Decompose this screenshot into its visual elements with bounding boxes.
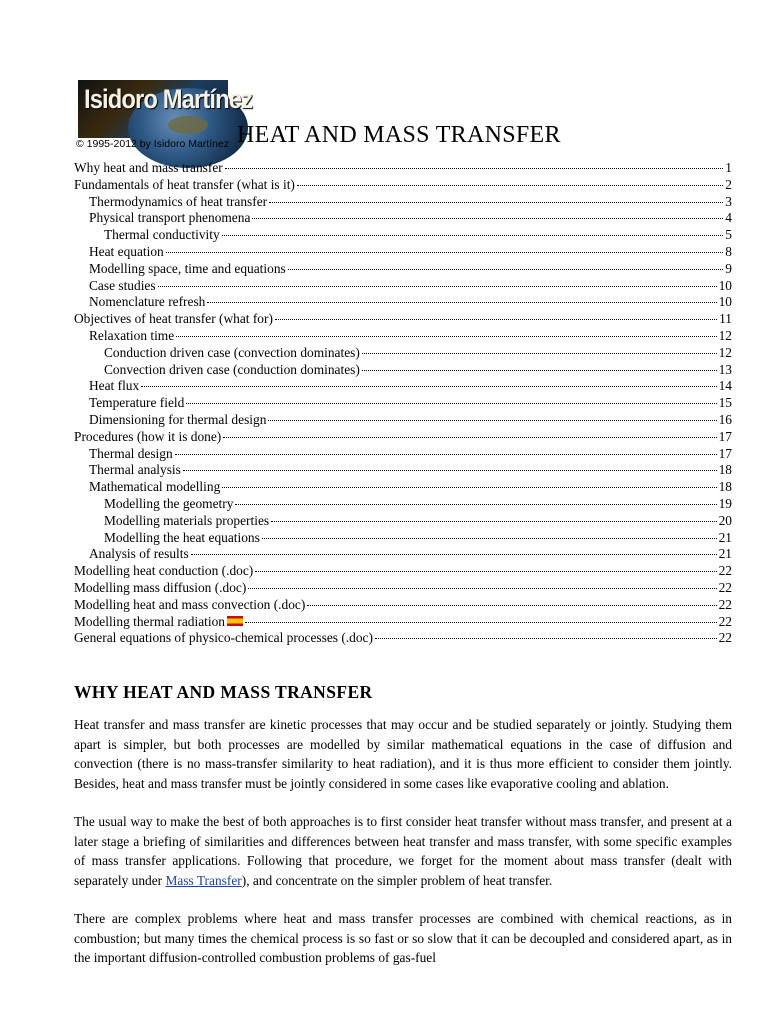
toc-entry[interactable] [74, 244, 732, 261]
toc-entry[interactable] [74, 496, 732, 513]
toc-entry-page: 22 [718, 613, 732, 629]
toc-entry-title[interactable]: Heat equation [89, 243, 164, 259]
toc-entry[interactable] [74, 563, 732, 580]
toc-entry[interactable] [74, 378, 732, 395]
toc-entry-title[interactable]: Modelling heat and mass convection (.doc) [74, 596, 306, 612]
toc-entry[interactable] [74, 345, 732, 362]
toc-entry[interactable] [74, 614, 732, 631]
toc-dot-leader [223, 436, 716, 438]
toc-dot-leader [268, 419, 716, 421]
toc-entry-page: 21 [718, 529, 732, 545]
toc-dot-leader [222, 234, 724, 236]
logo-name: Isidoro Martínez [84, 84, 253, 114]
paragraph-2 [74, 812, 732, 890]
toc-dot-leader [297, 184, 723, 186]
toc-dot-leader [175, 453, 717, 455]
toc-entry-page: 1 [725, 160, 732, 175]
toc-entry[interactable] [74, 513, 732, 530]
toc-entry-page: 9 [725, 260, 732, 276]
toc-dot-leader [307, 604, 716, 606]
spanish-flag-icon[interactable] [227, 616, 243, 626]
paragraph-1: Heat transfer and mass transfer are kinetic processes that may occur and be studied separately or jointly. Studying them apart is simpler, but both processes are modelled by similar mathematical equations in the case of diffusion and convection (there is no mass-transfer similarity to heat radiation), and it is thus more efficient to consider them jointly. Besides, heat and mass transfer must be jointly considered in some cases like evaporative cooling and ablation. [74, 717, 732, 791]
toc-dot-leader [176, 335, 716, 337]
toc-entry-title[interactable]: Modelling heat conduction (.doc) [74, 563, 254, 579]
toc-dot-leader [255, 570, 716, 572]
toc-entry-page: 21 [718, 546, 732, 562]
toc-dot-leader [362, 352, 717, 354]
toc-entry-page: 20 [718, 512, 732, 528]
toc-entry[interactable] [74, 580, 732, 597]
toc-dot-leader [166, 251, 724, 253]
toc-entry-title[interactable]: General equations of physico-chemical processes (.doc) [74, 630, 373, 646]
toc-entry[interactable] [74, 160, 732, 177]
author-logo [78, 80, 253, 138]
toc-dot-leader [207, 301, 716, 303]
toc-entry-title[interactable]: Fundamentals of heat transfer (what is it) [74, 176, 295, 192]
toc-entry[interactable] [74, 210, 732, 227]
toc-entry-page: 2 [725, 176, 732, 192]
toc-entry-page: 10 [718, 294, 732, 310]
toc-entry-title[interactable]: Procedures (how it is done) [74, 428, 222, 444]
toc-entry-title[interactable]: Thermal analysis [89, 462, 181, 478]
paragraph-2-text-b: ), and concentrate on the simpler problem of heat transfer. [241, 872, 553, 888]
toc-entry[interactable] [74, 530, 732, 547]
toc-entry-page: 22 [718, 563, 732, 579]
toc-entry-title[interactable]: Physical transport phenomena [89, 210, 251, 226]
toc-entry-title[interactable]: Modelling thermal radiation [74, 613, 225, 629]
toc-entry-title[interactable]: Why heat and mass transfer [74, 160, 223, 175]
toc-entry[interactable] [74, 261, 732, 278]
toc-dot-leader [271, 520, 717, 522]
toc-entry-page: 12 [718, 344, 732, 360]
mass-transfer-link[interactable]: Mass Transfer [165, 872, 242, 888]
toc-entry-title[interactable]: Convection driven case (conduction dominates) [104, 361, 360, 377]
toc-dot-leader [288, 268, 724, 270]
toc-entry-page: 10 [718, 277, 732, 293]
toc-entry-title[interactable]: Objectives of heat transfer (what for) [74, 311, 273, 327]
toc-entry-page: 17 [718, 445, 732, 461]
toc-entry-title[interactable]: Modelling the geometry [104, 495, 234, 511]
toc-entry-title[interactable]: Modelling the heat equations [104, 529, 260, 545]
toc-entry-title[interactable]: Thermodynamics of heat transfer [89, 193, 268, 209]
toc-entry-page: 18 [718, 462, 732, 478]
toc-entry[interactable] [74, 630, 732, 647]
toc-entry-title[interactable]: Heat flux [89, 378, 140, 394]
toc-entry-title[interactable]: Thermal design [89, 445, 173, 461]
toc-entry-page: 19 [718, 495, 732, 511]
toc-dot-leader [262, 537, 717, 539]
toc-entry-title[interactable]: Temperature field [89, 395, 185, 411]
toc-dot-leader [375, 637, 717, 639]
toc-entry-title[interactable]: Modelling space, time and equations [89, 260, 286, 276]
toc-entry-title[interactable]: Case studies [89, 277, 156, 293]
toc-dot-leader [141, 385, 716, 387]
header [74, 80, 732, 152]
toc-entry[interactable] [74, 412, 732, 429]
toc-entry[interactable] [74, 546, 732, 563]
toc-entry-page: 11 [719, 311, 732, 327]
toc-entry[interactable] [74, 177, 732, 194]
toc-entry-title[interactable]: Thermal conductivity [104, 227, 220, 243]
toc-dot-leader [245, 621, 717, 623]
toc-entry-title[interactable]: Modelling mass diffusion (.doc) [74, 579, 247, 595]
paragraph-2-text-a: The usual way to make the best of both approaches is to first consider heat transfer without mass transfer, and present at a later stage a briefing of similarities and differences between heat transfer and mass transfer, with some specific examples of mass transfer applications. Following that procedure, we forget for the moment about mass transfer (dealt with separately under [74, 814, 732, 888]
toc-entry[interactable] [74, 362, 732, 379]
toc-entry-title[interactable]: Analysis of results [89, 546, 189, 562]
toc-entry-page: 15 [718, 395, 732, 411]
toc-entry-title[interactable]: Nomenclature refresh [89, 294, 206, 310]
document-title: HEAT AND MASS TRANSFER [237, 122, 561, 148]
toc-entry-page: 22 [718, 630, 732, 646]
toc-entry[interactable] [74, 395, 732, 412]
copyright-notice: © 1995-2012 by Isidoro Martínez [76, 138, 230, 150]
toc-entry[interactable] [74, 479, 732, 496]
toc-entry-page: 12 [718, 327, 732, 343]
toc-entry-page: 8 [725, 243, 732, 259]
toc-dot-leader [275, 318, 717, 320]
toc-entry[interactable] [74, 328, 732, 345]
toc-entry-page: 3 [725, 193, 732, 209]
toc-dot-leader [235, 503, 716, 505]
toc-entry-page: 22 [718, 596, 732, 612]
toc-entry[interactable] [74, 294, 732, 311]
toc-entry[interactable] [74, 278, 732, 295]
toc-entry[interactable] [74, 597, 732, 614]
toc-dot-leader [362, 369, 717, 371]
paragraph-3: There are complex problems where heat and mass transfer processes are combined with chemical reactions, as in combustion; but many times the chemical process is so fast or so slow that it can be decoupled and considered apart, as in the important diffusion-controlled combustion problems of gas-fuel [74, 911, 732, 965]
toc-entry[interactable] [74, 429, 732, 446]
toc-entry[interactable] [74, 227, 732, 244]
toc-entry-page: 4 [725, 210, 732, 226]
toc-entry[interactable] [74, 446, 732, 463]
toc-dot-leader [191, 553, 717, 555]
toc-entry[interactable] [74, 194, 732, 211]
toc-dot-leader [225, 167, 724, 169]
toc-entry-page: 16 [718, 411, 732, 427]
toc-entry[interactable] [74, 311, 732, 328]
toc-entry-page: 13 [718, 361, 732, 377]
toc-dot-leader [158, 285, 717, 287]
globe-land-graphic [168, 116, 208, 134]
toc-dot-leader [269, 201, 723, 203]
toc-entry-title[interactable]: Relaxation time [89, 327, 175, 343]
toc-entry-page: 22 [718, 579, 732, 595]
toc-entry-page: 17 [718, 428, 732, 444]
toc-dot-leader [222, 486, 716, 488]
toc-dot-leader [186, 402, 716, 404]
toc-dot-leader [248, 587, 716, 589]
toc-dot-leader [183, 469, 717, 471]
toc-entry-title[interactable]: Mathematical modelling [89, 479, 221, 495]
toc-entry-title[interactable]: Conduction driven case (convection dominates) [104, 344, 360, 360]
table-of-contents [74, 160, 732, 647]
toc-entry-page: 14 [718, 378, 732, 394]
toc-entry-title[interactable]: Dimensioning for thermal design [89, 411, 267, 427]
section-heading: WHY HEAT AND MASS TRANSFER [74, 682, 373, 702]
section-why-heat-and-mass-transfer [74, 682, 732, 987]
toc-entry-page: 18 [718, 479, 732, 495]
toc-entry-page: 5 [725, 227, 732, 243]
toc-dot-leader [252, 217, 723, 219]
toc-entry[interactable] [74, 462, 732, 479]
toc-entry-title[interactable]: Modelling materials properties [104, 512, 270, 528]
